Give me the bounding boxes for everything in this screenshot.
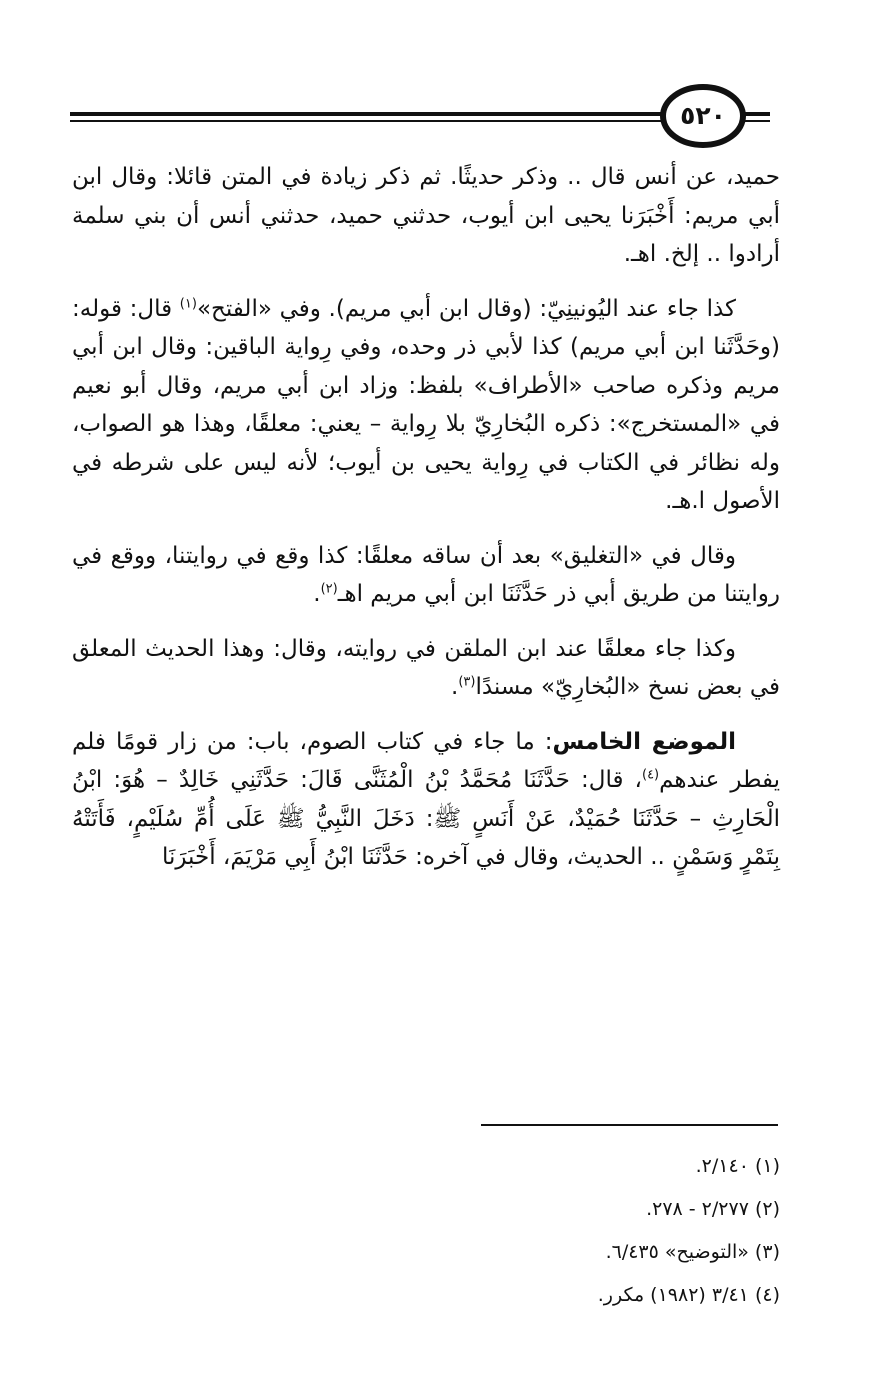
paragraph-3: وقال في «التغليق» بعد أن ساقه معلقًا: كذا وقع في روايتنا، ووقع في روايتنا من طريق أبي ذر حَدَّثَنَا ابن أبي مريم اهـ$^{(٢)}$. bbox=[72, 542, 780, 607]
footnote-ref-1[interactable]: (١) bbox=[179, 295, 197, 311]
paragraph-2: كذا جاء عند اليُونينِيّ: (وقال ابن أبي مريم). وفي «الفتح»$^{(١)}$ قال: قوله: (وحَدَّثَنا ابن أبي مريم) كذا لأبي ذر وحده، وفي رِواية الباقين: وقال ابن أبي مريم وذكره صاحب «الأطراف» بلفظ: وزاد ابن أبي مريم، وقال أبو نعيم في «المستخرج»: ذكره البُخارِيّ بلا رِواية – يعني: معلقًا، وهذا هو الصواب، وله نظائر في الكتاب في رِواية يحيى بن أيوب؛ لأنه ليس على شرطه في الأصول ا.هـ. bbox=[72, 295, 780, 514]
paragraph-1: حميد، عن أنس قال .. وذكر حديثًا. ثم ذكر زيادة في المتن قائلا: وقال ابن أبي مريم: أَخْبَرَنا يحيى ابن أيوب، حدثني حميد، حدثني أنس أن بني سلمة أرادوا .. إلخ. اهـ. bbox=[72, 164, 780, 267]
footnote-2: (٢) ٢/٢٧٧ - ٢٧٨. bbox=[646, 1198, 780, 1220]
footnote-4: (٤) ٣/٤١ (١٩٨٢) مكرر. bbox=[597, 1284, 780, 1306]
footnote-separator bbox=[481, 1124, 778, 1126]
paragraph-4: وكذا جاء معلقًا عند ابن الملقن في روايته، وقال: وهذا الحديث المعلق في بعض نسخ «البُخارِيّ» مسندًا$^{(٣)}$. bbox=[72, 635, 780, 700]
footnote-3: (٣) «التوضيح» ٦/٤٣٥. bbox=[605, 1241, 780, 1263]
page-header bbox=[70, 78, 770, 158]
page-number: ٥٢٠ bbox=[680, 101, 726, 130]
footnote-ref-2[interactable]: (٢) bbox=[320, 581, 338, 597]
main-text bbox=[72, 158, 780, 893]
footnote-ref-4[interactable]: (٤) bbox=[641, 767, 660, 783]
footnotes bbox=[72, 1145, 780, 1317]
paragraph-5: الموضع الخامس: ما جاء في كتاب الصوم، باب: من زار قومًا فلم يفطر عندهم$^{(٤)}$، قال: حَدَّثَنَا مُحَمَّدُ بْنُ الْمُثَنَّى قَالَ: حَدَّثَنِي خَالِدٌ – هُوَ: ابْنُ الْحَارِثِ – حَدَّثَنَا حُمَيْدٌ، عَنْ أَنَسٍ ﷺ: دَخَلَ النَّبِيُّ ﷺ عَلَى أُمِّ سُلَيْمٍ، فَأَتَتْهُ بِتَمْرٍ وَسَمْنٍ .. الحديث، وقال في آخره: حَدَّثَنَا ابْنُ أَبِي مَرْيَمَ، أَخْبَرَنَا bbox=[72, 728, 780, 870]
footnote-1: (١) ٢/١٤٠. bbox=[695, 1155, 780, 1177]
section-heading: الموضع الخامس bbox=[552, 728, 736, 755]
footnote-ref-3[interactable]: (٣) bbox=[458, 674, 476, 690]
